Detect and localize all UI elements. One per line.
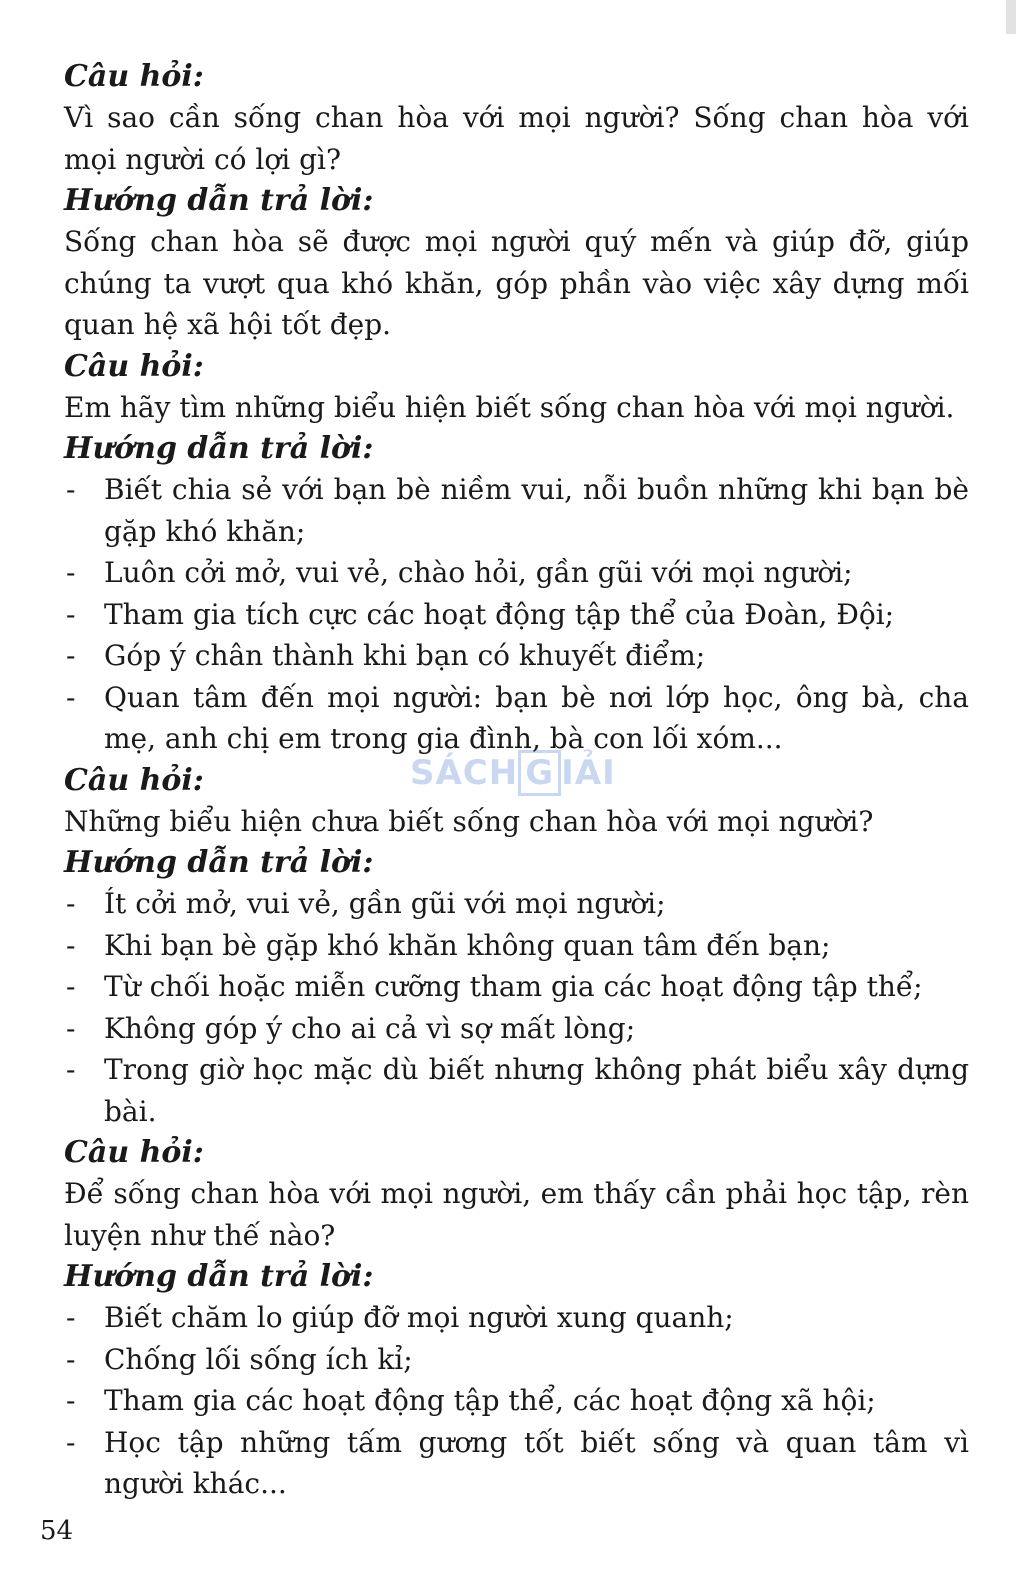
watermark-logo bbox=[410, 750, 616, 796]
question-heading: Câu hỏi: bbox=[64, 59, 204, 94]
list-item: - Biết chia sẻ với bạn bè niềm vui, nỗi buồn những khi bạn bè gặp khó khăn; bbox=[64, 469, 969, 552]
qa-section-2 bbox=[64, 346, 969, 760]
list-item: - Trong giờ học mặc dù biết nhưng không phát biểu xây dựng bài. bbox=[64, 1049, 969, 1132]
answer-list bbox=[64, 883, 969, 1132]
watermark-text-right: IẢI bbox=[561, 753, 616, 793]
list-item: - Học tập những tấm gương tốt biết sống và quan tâm vì người khác... bbox=[64, 1422, 969, 1505]
question-heading: Câu hỏi: bbox=[64, 348, 204, 384]
list-item: - Biết chăm lo giúp đỡ mọi người xung quanh; bbox=[64, 1297, 969, 1339]
list-item: - Tham gia tích cực các hoạt động tập thể của Đoàn, Đội; bbox=[64, 594, 969, 636]
list-item: - Ít cởi mở, vui vẻ, gần gũi với mọi người; bbox=[64, 883, 969, 925]
answer-heading: Hướng dẫn trả lời: bbox=[64, 1259, 374, 1294]
watermark-text-left: SÁCH bbox=[410, 753, 519, 793]
list-item: - Tham gia các hoạt động tập thể, các hoạt động xã hội; bbox=[64, 1380, 969, 1422]
list-item: - Quan tâm đến mọi người: bạn bè nơi lớp học, ông bà, cha mẹ, anh chị em trong gia đình, bà con lối xóm... bbox=[64, 677, 969, 760]
question-text: Em hãy tìm những biểu hiện biết sống chan hòa với mọi người. bbox=[64, 390, 955, 424]
qa-section-3 bbox=[64, 760, 969, 1133]
answer-heading: Hướng dẫn trả lời: bbox=[64, 845, 374, 880]
list-item: - Không góp ý cho ai cả vì sợ mất lòng; bbox=[64, 1008, 969, 1050]
scan-edge-mark bbox=[1006, 0, 1016, 34]
qa-section-1 bbox=[64, 56, 969, 346]
list-item: - Khi bạn bè gặp khó khăn không quan tâm đến bạn; bbox=[64, 925, 969, 967]
page-number: 54 bbox=[40, 1516, 74, 1546]
list-item: - Luôn cởi mở, vui vẻ, chào hỏi, gần gũi với mọi người; bbox=[64, 552, 969, 594]
question-text: Vì sao cần sống chan hòa với mọi người? Sống chan hòa với mọi người có lợi gì? bbox=[64, 101, 969, 176]
question-text: Để sống chan hòa với mọi người, em thấy cần phải học tập, rèn luyện như thế nào? bbox=[64, 1177, 969, 1252]
qa-section-4 bbox=[64, 1132, 969, 1505]
answer-list bbox=[64, 469, 969, 760]
answer-list bbox=[64, 1297, 969, 1505]
list-item: - Góp ý chân thành khi bạn có khuyết điểm; bbox=[64, 635, 969, 677]
watermark-g-icon: G bbox=[518, 750, 561, 796]
question-text: Những biểu hiện chưa biết sống chan hòa với mọi người? bbox=[64, 804, 874, 838]
question-heading: Câu hỏi: bbox=[64, 1135, 204, 1170]
answer-heading: Hướng dẫn trả lời: bbox=[64, 183, 374, 218]
question-heading: Câu hỏi: bbox=[64, 762, 204, 798]
list-item: - Từ chối hoặc miễn cưỡng tham gia các hoạt động tập thể; bbox=[64, 966, 969, 1008]
answer-heading: Hướng dẫn trả lời: bbox=[64, 431, 374, 466]
list-item: - Chống lối sống ích kỉ; bbox=[64, 1339, 969, 1381]
answer-text: Sống chan hòa sẽ được mọi người quý mến và giúp đỡ, giúp chúng ta vượt qua khó khăn, góp phần vào việc xây dựng mối quan hệ xã hội tốt đẹp. bbox=[64, 225, 969, 341]
